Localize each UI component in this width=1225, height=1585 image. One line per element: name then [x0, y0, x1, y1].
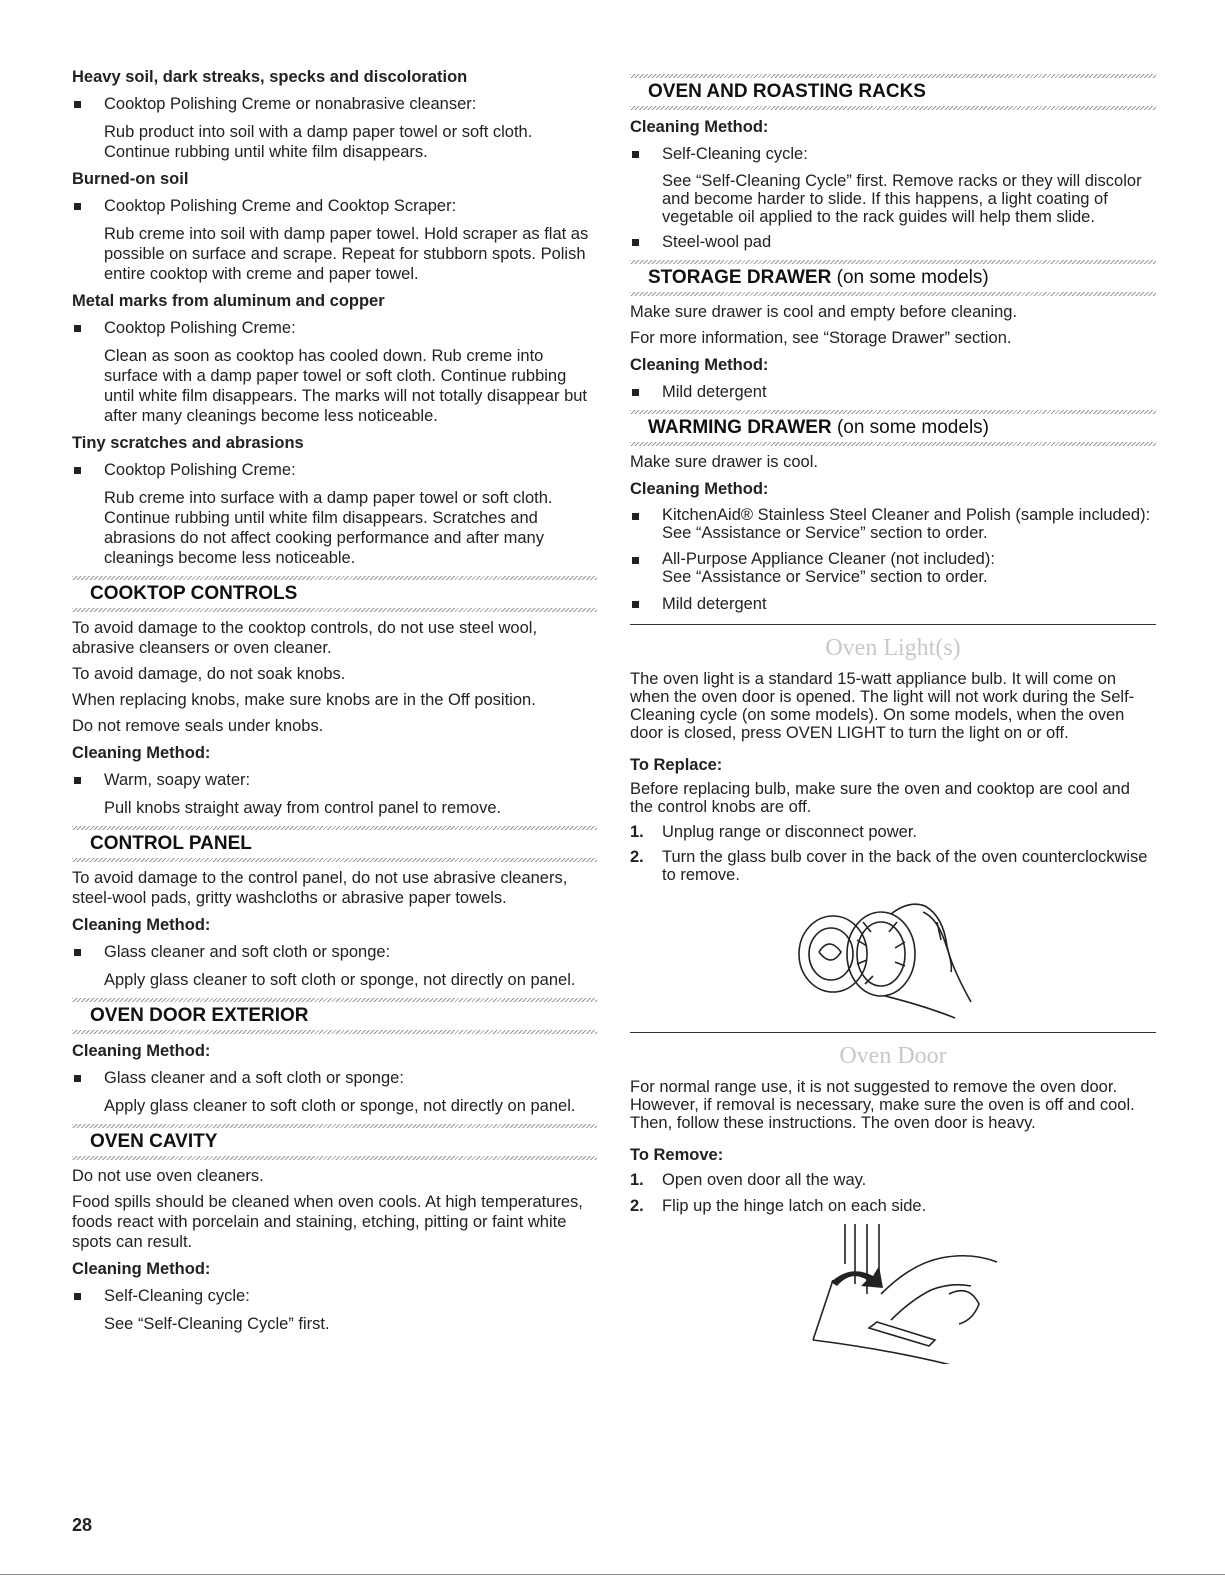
warming-drawer-bullet-3: Mild detergent — [630, 594, 1156, 614]
oven-cavity-p1: Do not use oven cleaners. — [72, 1167, 264, 1185]
racks-bullet-2: Steel-wool pad — [630, 232, 1156, 252]
warming-drawer-title-suffix: (on some models) — [836, 417, 989, 438]
remove-step-2-text: Flip up the hinge latch on each side. — [662, 1197, 927, 1215]
oven-door-p1: For normal range use, it is not suggested to remove the oven door. However, if removal is necessary, make sure the oven is off and cool. Then, follow these instructions. The oven door is heavy. — [630, 1078, 1135, 1132]
oven-cavity-method: Cleaning Method: — [72, 1260, 211, 1278]
warming-drawer-bullet-2-line-1: All-Purpose Appliance Cleaner (not included): — [662, 550, 995, 568]
racks-detail-1: See “Self-Cleaning Cycle” first. Remove racks or they will discolor and become harder to slide. If this happens, a light coating of vegetable oil applied to the rack guides will help them slide. — [662, 172, 1142, 226]
racks-method: Cleaning Method: — [630, 118, 769, 136]
warming-drawer-p1: Make sure drawer is cool. — [630, 453, 818, 471]
remove-step-1 — [630, 1170, 1156, 1190]
oven-cavity-p2: Food spills should be cleaned when oven cools. At high temperatures, foods react with porcelain and staining, etching, pitting or faint white spots can result. — [72, 1193, 583, 1251]
warming-drawer-bullet-2 — [630, 550, 1156, 586]
storage-drawer-title-suffix: (on some models) — [836, 267, 989, 288]
metal-marks-detail: Clean as soon as cooktop has cooled down. Rub creme into surface with a damp paper towel or soft cloth. Continue rubbing until white film disappears. The marks will not totally disappear but after many cleanings become less noticeable. — [104, 347, 588, 425]
warming-drawer-title — [630, 412, 1156, 444]
cooktop-controls-p3: When replacing knobs, make sure knobs are in the Off position. — [72, 691, 536, 709]
storage-drawer-title — [630, 262, 1156, 294]
remove-step-1-text: Open oven door all the way. — [662, 1171, 867, 1189]
oven-door-exterior-detail: Apply glass cleaner to soft cloth or sponge, not directly on panel. — [104, 1097, 576, 1115]
control-panel-method: Cleaning Method: — [72, 916, 211, 934]
metal-marks-heading: Metal marks from aluminum and copper — [72, 292, 385, 310]
oven-lights-divider — [630, 624, 1156, 625]
burned-on-detail: Rub creme into soil with damp paper towel. Hold scraper as flat as possible on surface and scrape. Repeat for stubborn spots. Polish entire cooktop with creme and paper towel. — [104, 225, 589, 283]
remove-step-1-num: 1. — [630, 1171, 644, 1189]
cooktop-controls-detail: Pull knobs straight away from control panel to remove. — [104, 799, 502, 817]
replace-step-1-num: 1. — [630, 823, 644, 841]
cooktop-controls-method: Cleaning Method: — [72, 744, 211, 762]
bulb-cover-illustration — [773, 892, 1013, 1022]
storage-drawer-bullet: Mild detergent — [630, 382, 1156, 402]
cooktop-controls-p2: To avoid damage, do not soak knobs. — [72, 665, 346, 683]
remove-step-2-num: 2. — [630, 1197, 644, 1215]
oven-cavity-bullet: Self-Cleaning cycle: — [72, 1286, 597, 1306]
warming-drawer-method: Cleaning Method: — [630, 480, 769, 498]
page-number: 28 — [72, 1515, 93, 1535]
control-panel-p1: To avoid damage to the control panel, do not use abrasive cleaners, steel-wool pads, gritty washcloths or abrasive paper towels. — [72, 869, 568, 907]
cooktop-controls-bullet: Warm, soapy water: — [72, 770, 597, 790]
right-column — [630, 64, 1156, 1372]
heavy-soil-detail: Rub product into soil with a damp paper towel or soft cloth. Continue rubbing until white film disappears. — [104, 123, 533, 161]
oven-lights-p1: The oven light is a standard 15-watt appliance bulb. It will come on when the oven door is opened. The light will not work during the Self-Cleaning cycle (on some models). On some models, when the oven door is closed, press OVEN LIGHT to turn the light on or off. — [630, 670, 1135, 742]
control-panel-title: CONTROL PANEL — [72, 828, 597, 860]
replace-step-2-num: 2. — [630, 848, 644, 866]
to-remove-heading: To Remove: — [630, 1146, 724, 1164]
to-replace-heading: To Replace: — [630, 756, 723, 774]
storage-drawer-p2: For more information, see “Storage Drawer” section. — [630, 329, 1012, 347]
metal-marks-bullet: Cooktop Polishing Creme: — [72, 318, 597, 338]
oven-cavity-title: OVEN CAVITY — [72, 1126, 597, 1158]
cooktop-controls-p1: To avoid damage to the cooktop controls, do not use steel wool, abrasive cleansers or oven cleaner. — [72, 619, 538, 657]
burned-on-heading: Burned-on soil — [72, 170, 189, 188]
control-panel-detail: Apply glass cleaner to soft cloth or sponge, not directly on panel. — [104, 971, 576, 989]
oven-lights-title: Oven Light(s) — [825, 635, 961, 661]
racks-title: OVEN AND ROASTING RACKS — [630, 76, 1156, 108]
burned-on-bullet: Cooktop Polishing Creme and Cooktop Scraper: — [72, 196, 597, 216]
replace-step-1-text: Unplug range or disconnect power. — [662, 823, 917, 841]
heavy-soil-heading: Heavy soil, dark streaks, specks and discoloration — [72, 68, 468, 86]
heavy-soil-bullet: Cooktop Polishing Creme or nonabrasive cleanser: — [72, 94, 597, 114]
cooktop-controls-title: COOKTOP CONTROLS — [72, 578, 597, 610]
warming-drawer-title-text: WARMING DRAWER — [648, 417, 832, 438]
hinge-latch-illustration — [773, 1224, 1013, 1364]
racks-bullet-1: Self-Cleaning cycle: — [630, 144, 1156, 164]
oven-door-exterior-title: OVEN DOOR EXTERIOR — [72, 1000, 597, 1032]
tiny-scratches-heading: Tiny scratches and abrasions — [72, 434, 304, 452]
oven-door-title: Oven Door — [839, 1043, 947, 1069]
replace-step-1 — [630, 822, 1156, 842]
oven-door-exterior-bullet: Glass cleaner and a soft cloth or sponge: — [72, 1068, 597, 1088]
replace-step-2-text: Turn the glass bulb cover in the back of the oven counterclockwise to remove. — [662, 848, 1148, 884]
warming-drawer-bullet-1 — [630, 506, 1156, 542]
oven-cavity-detail: See “Self-Cleaning Cycle” first. — [104, 1315, 330, 1333]
remove-step-2 — [630, 1196, 1156, 1216]
oven-door-exterior-method: Cleaning Method: — [72, 1042, 211, 1060]
storage-drawer-p1: Make sure drawer is cool and empty before cleaning. — [630, 303, 1018, 321]
warming-drawer-bullet-2-line-2: See “Assistance or Service” section to order. — [662, 568, 988, 586]
cooktop-controls-p4: Do not remove seals under knobs. — [72, 717, 324, 735]
to-replace-p1: Before replacing bulb, make sure the oven and cooktop are cool and the control knobs are off. — [630, 780, 1130, 816]
tiny-scratches-bullet: Cooktop Polishing Creme: — [72, 460, 597, 480]
storage-drawer-title-text: STORAGE DRAWER — [648, 267, 832, 288]
warming-drawer-bullet-1-line-1: KitchenAid® Stainless Steel Cleaner and Polish (sample included): — [662, 506, 1151, 524]
control-panel-bullet: Glass cleaner and soft cloth or sponge: — [72, 942, 597, 962]
tiny-scratches-detail: Rub creme into surface with a damp paper towel or soft cloth. Continue rubbing until white film disappears. Scratches and abrasions do not affect cooking performance and after many cleanings become less noticeable. — [104, 489, 553, 567]
oven-door-divider — [630, 1032, 1156, 1033]
warming-drawer-bullet-1-line-2: See “Assistance or Service” section to order. — [662, 524, 988, 542]
page-bottom-rule — [0, 1574, 1225, 1575]
left-column — [72, 64, 597, 1340]
storage-drawer-method: Cleaning Method: — [630, 356, 769, 374]
replace-step-2 — [630, 848, 1156, 884]
